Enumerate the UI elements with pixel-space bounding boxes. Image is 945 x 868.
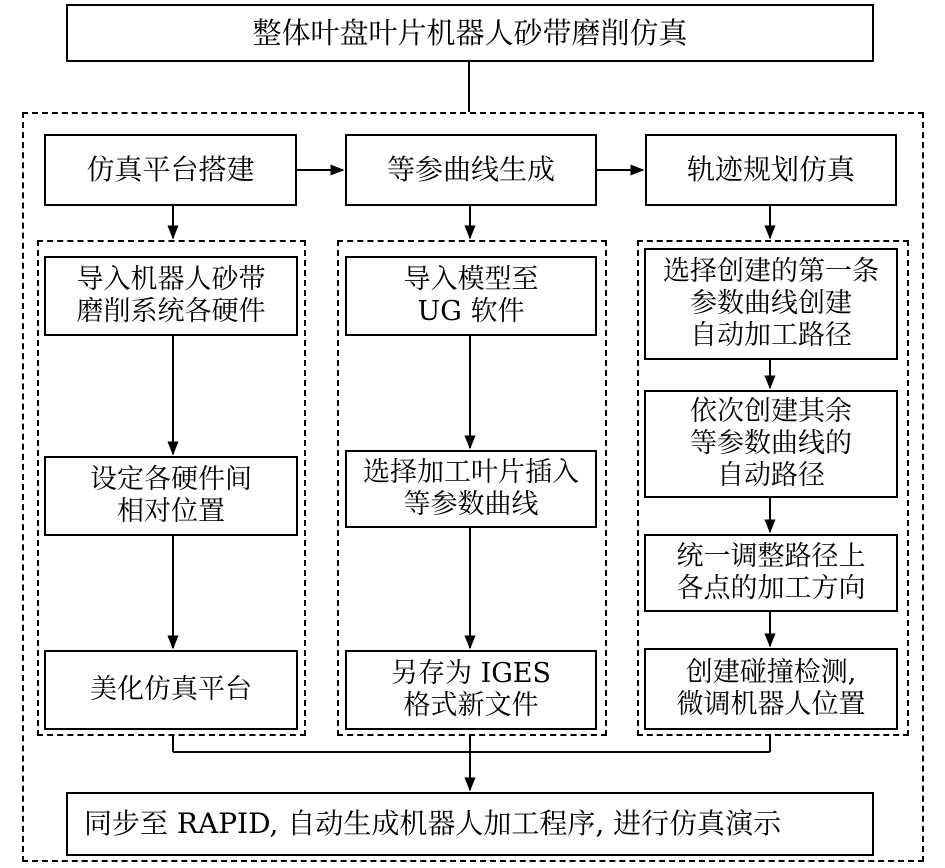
step-beautify-platform: 美化仿真平台 <box>44 650 298 730</box>
title-box: 整体叶盘叶片机器人砂带磨削仿真 <box>66 4 874 62</box>
final-step-rapid: 同步至 RAPID, 自动生成机器人加工程序, 进行仿真演示 <box>66 792 874 856</box>
header-isoparam-curves: 等参曲线生成 <box>345 134 597 206</box>
header-trajectory-sim: 轨迹规划仿真 <box>645 134 897 206</box>
step-import-hardware: 导入机器人砂带 磨削系统各硬件 <box>44 256 298 336</box>
step-create-remaining-paths: 依次创建其余 等参数曲线的 自动路径 <box>644 390 898 498</box>
step-create-first-path: 选择创建的第一条 参数曲线创建 自动加工路径 <box>644 248 898 360</box>
header-platform-setup: 仿真平台搭建 <box>44 134 297 206</box>
step-adjust-directions: 统一调整路径上 各点的加工方向 <box>644 534 898 612</box>
step-set-positions: 设定各硬件间 相对位置 <box>44 456 298 536</box>
step-save-iges: 另存为 IGES 格式新文件 <box>345 650 597 730</box>
step-insert-isoparam-curves: 选择加工叶片插入 等参数曲线 <box>345 450 597 528</box>
step-import-model-ug: 导入模型至 UG 软件 <box>345 256 597 336</box>
step-collision-check: 创建碰撞检测, 微调机器人位置 <box>644 648 898 730</box>
